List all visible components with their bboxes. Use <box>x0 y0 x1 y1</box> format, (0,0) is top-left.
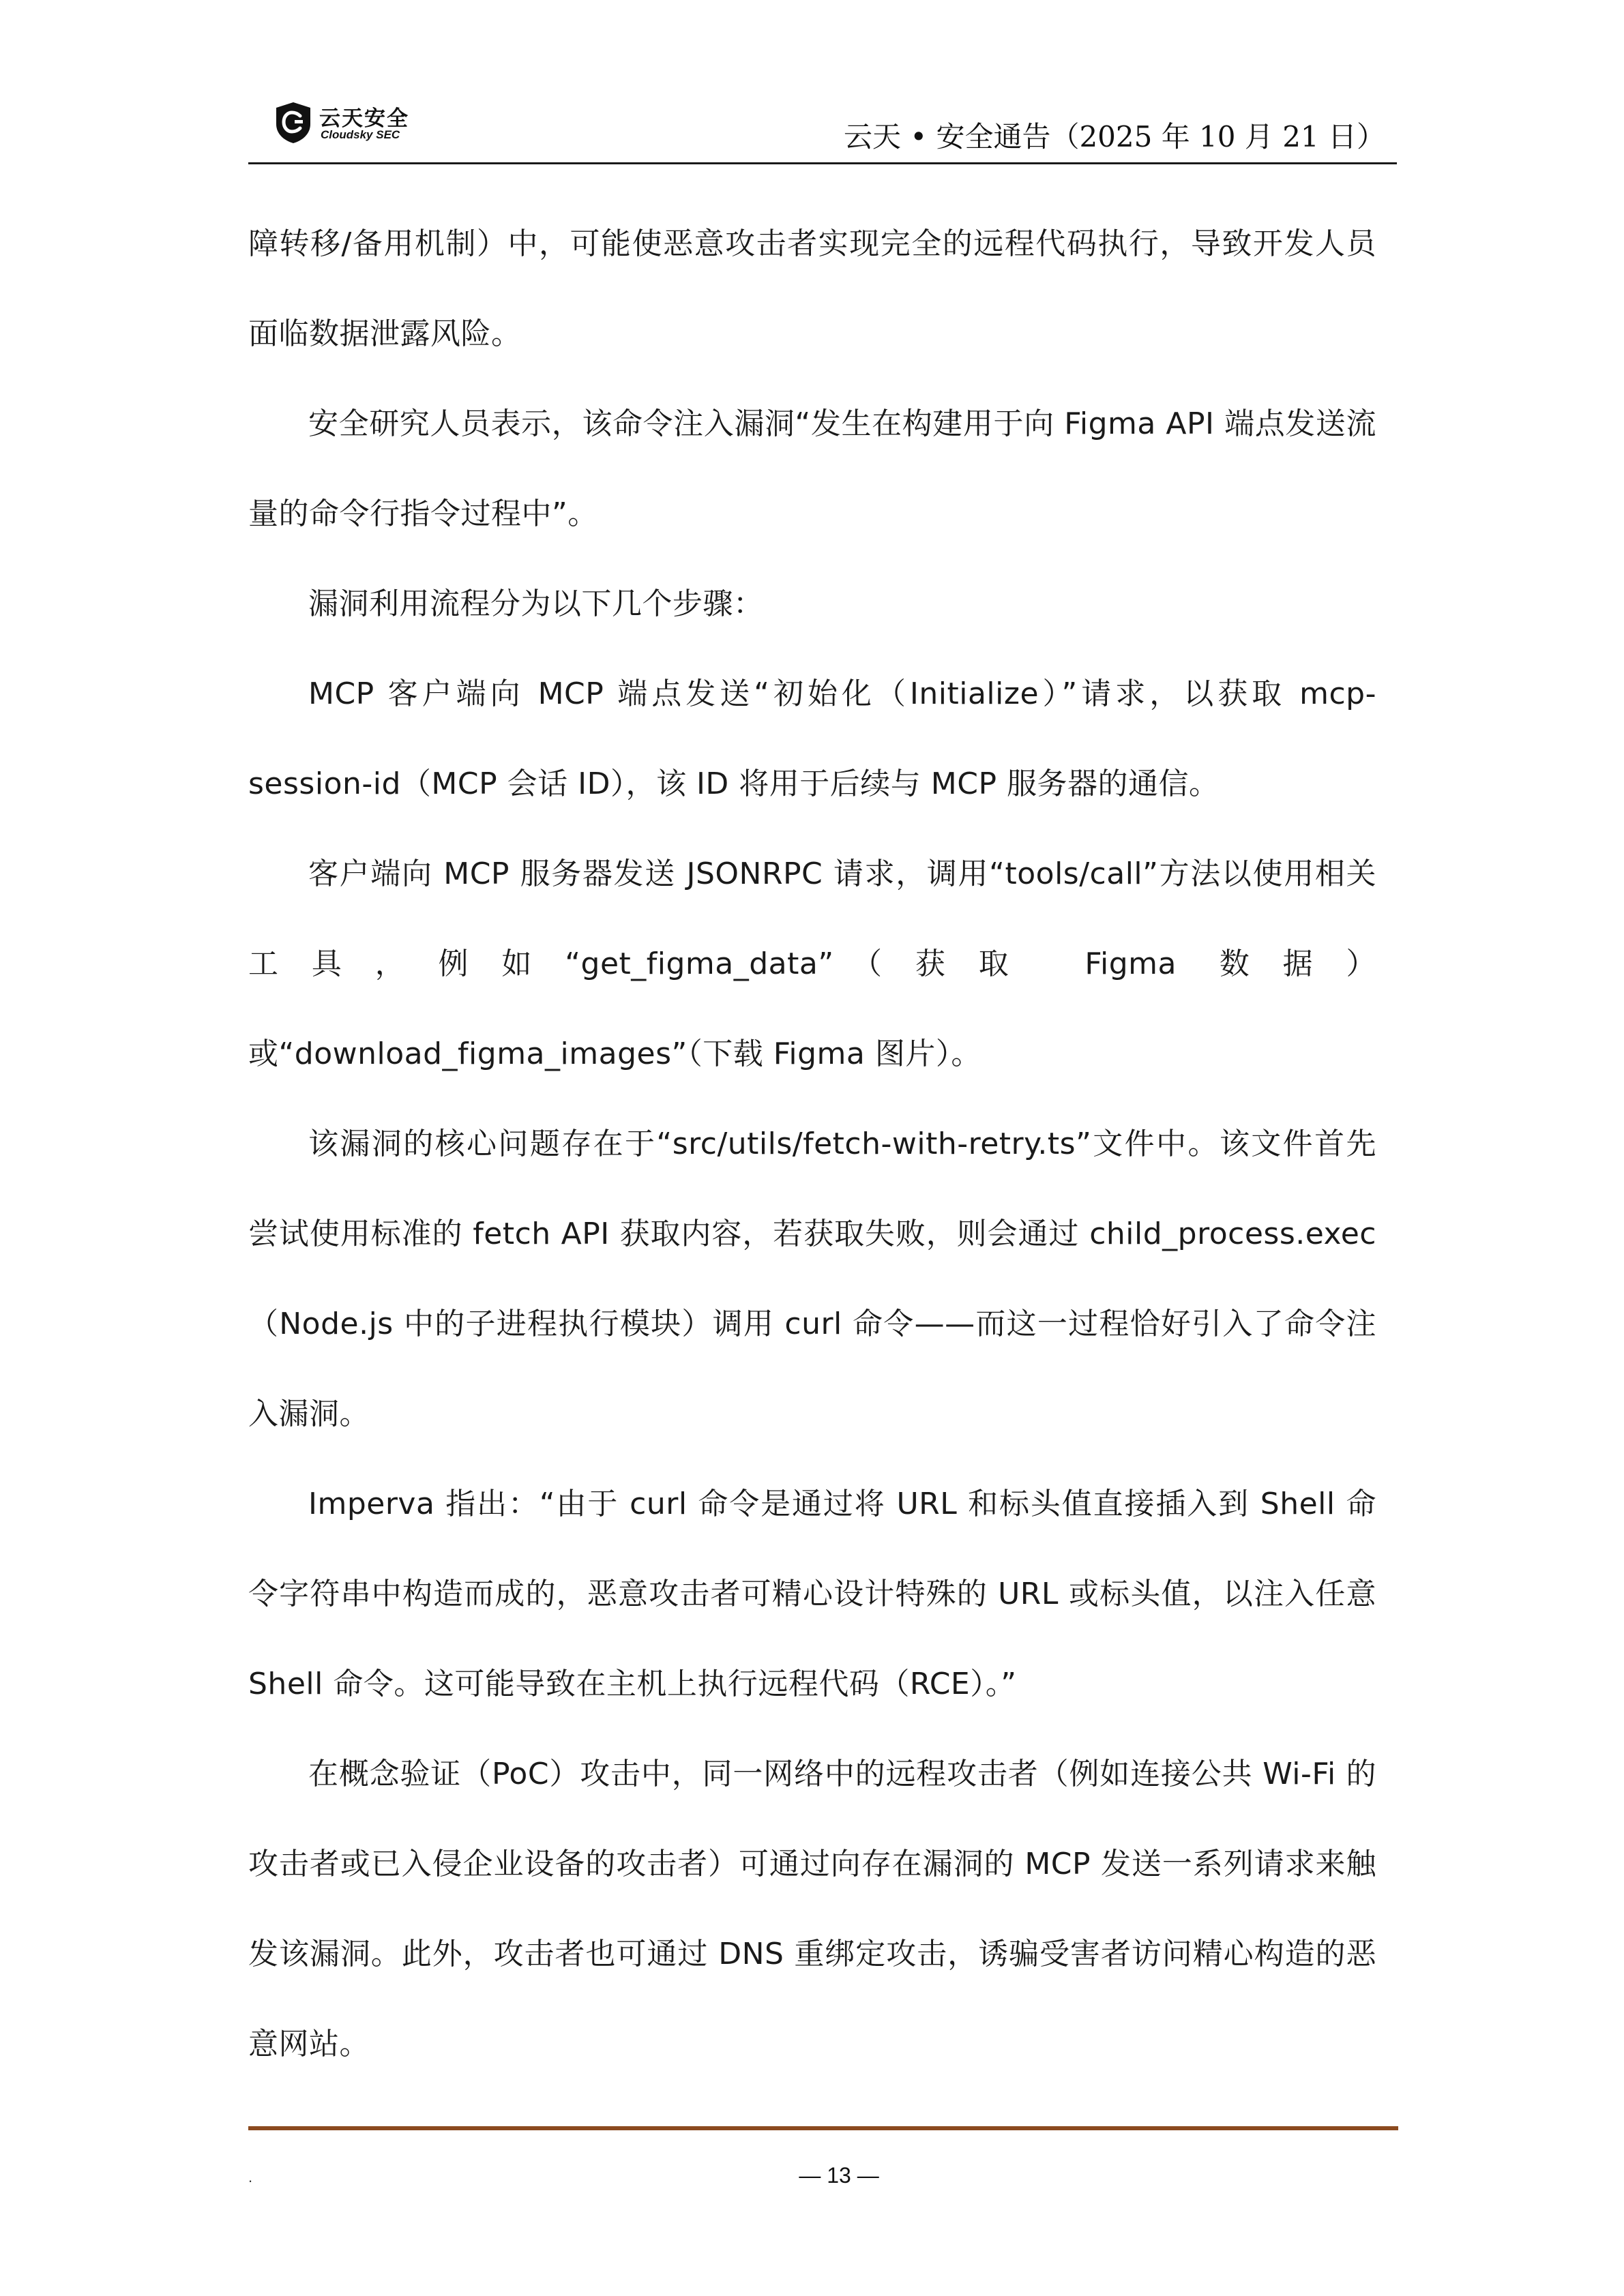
logo-text-en: Cloudsky SEC <box>321 128 400 141</box>
footer-divider <box>248 2126 1398 2130</box>
paragraph: MCP 客户端向 MCP 端点发送“初始化（Initialize）”请求，以获取 mcp-session-id（MCP 会话 ID），该 ID 将用于后续与 MCP 服务器的通信。 <box>248 676 1376 801</box>
paragraph: 安全研究人员表示，该命令注入漏洞“发生在构建用于向 Figma API 端点发送流量的命令行指令过程中”。 <box>248 406 1376 531</box>
page-number: — 13 — <box>799 2163 879 2188</box>
cloudsky-shield-icon <box>274 101 312 145</box>
paragraph: 该漏洞的核心问题存在于“src/utils/fetch-with-retry.ts”文件中。该文件首先尝试使用标准的 fetch API 获取内容，若获取失败，则会通过 child_process.exec（Node.js 中的子进程执行模块）调用 curl 命令——而这一过程恰好引入了命令注入漏洞。 <box>248 1127 1376 1431</box>
header-title: 云天 • 安全通告（2025 年 10 月 21 日） <box>843 120 1385 153</box>
paragraph: Imperva 指出：“由于 curl 命令是通过将 URL 和标头值直接插入到 Shell 命令字符串中构造而成的，恶意攻击者可精心设计特殊的 URL 或标头值，以注入任意 Shell 命令。这可能导致在主机上执行远程代码（RCE）。” <box>248 1487 1376 1701</box>
company-logo <box>274 98 431 150</box>
logo-text-cn: 云天安全 <box>319 106 409 131</box>
paragraph: 漏洞利用流程分为以下几个步骤： <box>308 586 764 621</box>
document-body <box>248 199 1376 2089</box>
paragraph: 障转移/备用机制）中，可能使恶意攻击者实现完全的远程代码执行，导致开发人员面临数据泄露风险。 <box>248 226 1376 351</box>
header-divider <box>248 162 1397 164</box>
paragraph: 在概念验证（PoC）攻击中，同一网络中的远程攻击者（例如连接公共 Wi-Fi 的攻击者或已入侵企业设备的攻击者）可通过向存在漏洞的 MCP 发送一系列请求来触发该漏洞。此外，攻击者也可通过 DNS 重绑定攻击，诱骗受害者访问精心构造的恶意网站。 <box>248 1757 1376 2061</box>
paragraph: 客户端向 MCP 服务器发送 JSONRPC 请求，调用“tools/call”方法以使用相关工具，例如“get_figma_data”（获取 Figma 数据）或“download_figma_images”（下载 Figma 图片）。 <box>248 856 1376 1071</box>
footer-dot: . <box>248 2168 253 2186</box>
